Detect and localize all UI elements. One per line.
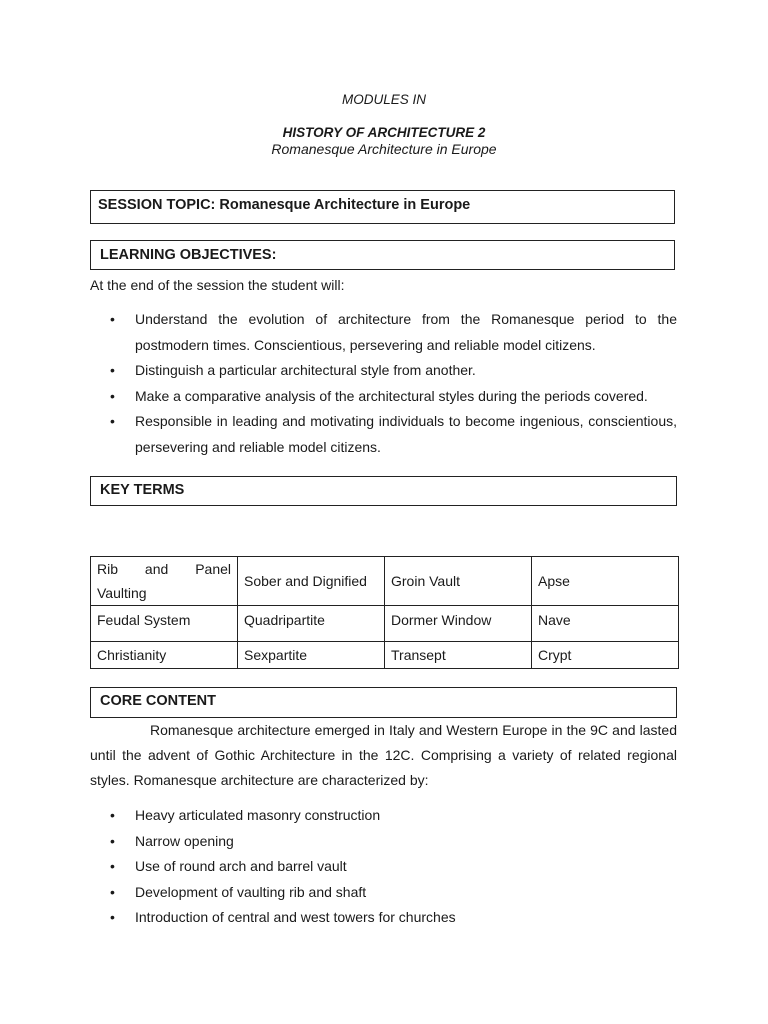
table-cell: Sober and Dignified (238, 557, 385, 606)
table-row (91, 557, 679, 606)
key-terms-heading: KEY TERMS (100, 482, 185, 498)
characteristic-item: • Use of round arch and barrel vault (90, 854, 677, 880)
key-terms-table (90, 556, 679, 669)
objective-item: • Understand the evolution of architecture from the Romanesque period to the postmodern times. Conscientious, persevering and reliable model citizens. (90, 307, 677, 358)
objective-item: • Responsible in leading and motivating individuals to become ingenious, conscientious, persevering and reliable model citizens. (90, 409, 677, 460)
objectives-intro: At the end of the session the student will: (90, 277, 345, 293)
table-cell: Sexpartite (238, 642, 385, 669)
characteristics-list (90, 803, 677, 931)
table-cell: Feudal System (91, 606, 238, 642)
table-cell: Groin Vault (385, 557, 532, 606)
table-cell: Christianity (91, 642, 238, 669)
table-row (91, 606, 679, 642)
core-content-paragraph: Romanesque architecture emerged in Italy and Western Europe in the 9C and lasted until the advent of Gothic Architecture in the 12C. Comprising a variety of related regional styles. Romanesque architecture are characterized by: (90, 722, 677, 788)
table-cell: Crypt (532, 642, 679, 669)
table-cell: Transept (385, 642, 532, 669)
table-cell: Quadripartite (238, 606, 385, 642)
course-subtitle: Romanesque Architecture in Europe (271, 141, 497, 157)
table-cell: Dormer Window (385, 606, 532, 642)
characteristic-item: • Introduction of central and west towers for churches (90, 905, 677, 931)
session-topic-box (90, 190, 675, 224)
characteristic-item: • Narrow opening (90, 829, 677, 855)
objective-item: • Make a comparative analysis of the architectural styles during the periods covered. (90, 384, 677, 410)
course-title: HISTORY OF ARCHITECTURE 2 (282, 125, 486, 140)
objectives-list (90, 307, 677, 460)
table-cell: Rib and Panel Vaulting (91, 557, 238, 606)
objective-item: • Distinguish a particular architectural style from another. (90, 358, 677, 384)
characteristic-item: • Development of vaulting rib and shaft (90, 880, 677, 906)
key-terms-box (90, 476, 677, 506)
core-content-heading: CORE CONTENT (100, 693, 216, 709)
core-content-box (90, 687, 677, 718)
learning-objectives-heading: LEARNING OBJECTIVES: (100, 247, 277, 263)
table-cell: Nave (532, 606, 679, 642)
characteristic-item: • Heavy articulated masonry construction (90, 803, 677, 829)
modules-label: MODULES IN (341, 92, 426, 107)
learning-objectives-box (90, 240, 675, 270)
session-topic-text: SESSION TOPIC: Romanesque Architecture in Europe (98, 197, 471, 213)
table-cell: Apse (532, 557, 679, 606)
table-row (91, 642, 679, 669)
